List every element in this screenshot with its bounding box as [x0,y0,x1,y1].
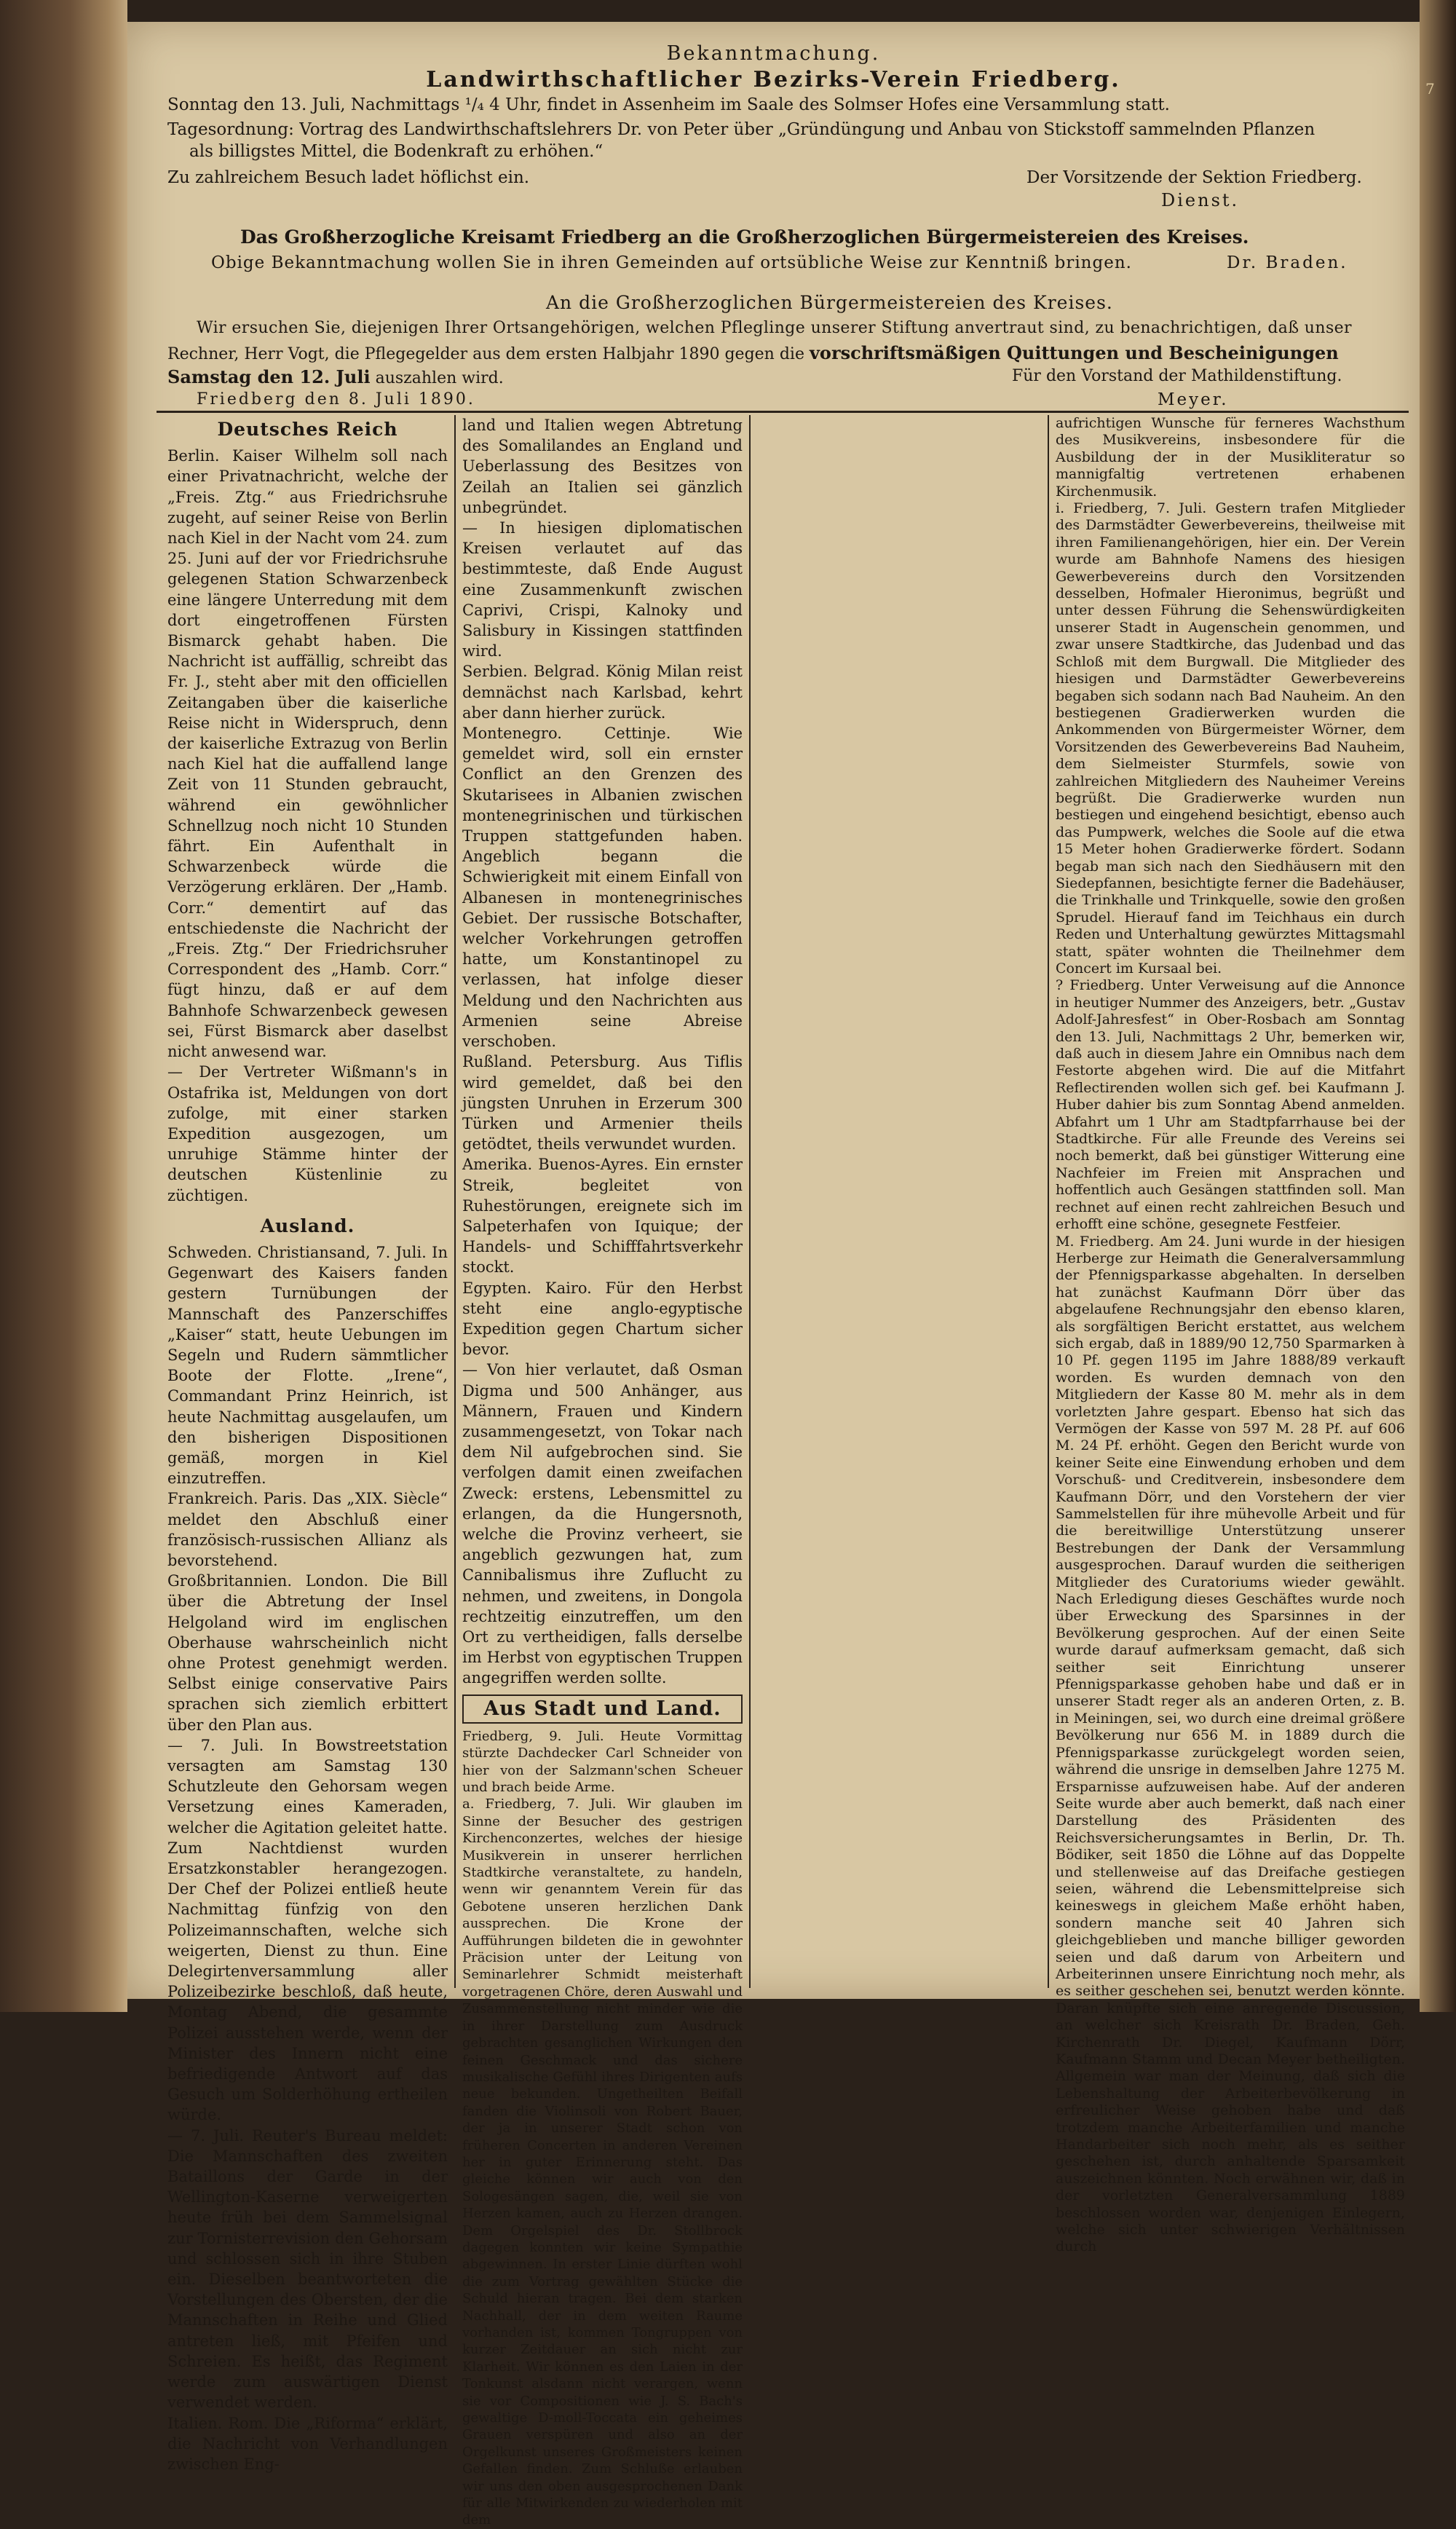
article-kirchenconzert: a. Friedberg, 7. Juli. Wir glauben im Sinne der Besucher des gestrigen Kirchenconzertes, welches der hiesige Musikverein in unserer herrlichen Stadtkirche veranstaltete, zu handeln, wenn wir genanntem Verein für das Gebotene unseren herzlichen Dank aussprechen. Die Krone der Aufführungen bildeten die in gewohnter Präcision unter der Leitung von Seminarlehrer Schmidt meisterhaft vorgetragenen Chöre, deren Auswahl und Zusammenstellung nicht minder wie die in ihrer Darstellung zum Ausdruck gebrachten gesanglichen Wirkungen den feinen Geschmack und das sichere musikalische Gefühl ihres Dirigenten aufs neue bekunden. Ungetheilten Beifall fanden die Violinsoli von Robert Bauer, der ja in unserer Stadt schon von früheren Concerten in anderen Vereinen her in guter Erinnerung steht. Das gleiche können wir auch von den Sologesängen sagen, die, weil sie von Herzen kamen, auch zu Herzen drangen. Dem Orgelspiel des Dr. Stollbrock dagegen konnten wir keine Sympathie abgewinnen. In erster Linie dürften wohl die zum Vortrag gewählten Stücke die Schuld hieran tragen. Bei dem starken Nachhall, der in dem weiten Raume vorhanden ist, kommen Tongruppen von kurzer Zeitdauer an sich nicht zur Klarheit. Wir können es den Laien in der Tonkunst alsdann nicht verargen, wenn sie vor Compositionen wie J. S. Bach's gewaltige D-moll-Toccata ein geheimes Grauen verspüren und also an der Orgelkunst unseres Großmeisters keinen Gefallen finden. Zum Schluße erlauben wir uns den oben ausgesprochenen Dank für alle Mitwirkenden zu wiederholen mit dem [462,1796,743,2528]
article-italien: Italien. Rom. Die „Riforma“ erklärt, die Nachricht von Verhandlungen zwischen Eng- [167,2414,448,2473]
column-divider-1 [454,415,456,1988]
article-gustav-adolf-fest: ? Friedberg. Unter Verweisung auf die Annonce in heutiger Nummer des Anzeigers, betr. „Gustav Adolf-Jahresfest“ in Ober-Rosbach am Sonntag den 13. Juli, Nachmittags 2 Uhr, bemerken wir, daß auch in diesem Jahre ein Omnibus nach dem Festorte abgehen wird. Die auf die Mitfahrt Reflectirenden wollen sich gef. bei Kaufmann J. Huber dahier bis zum Sonntag Abend anmelden. Abfahrt um 1 Uhr am Stadtpfarrhause bei der Stadtkirche. Für alle Freunde des Vereins sei noch bemerkt, daß bei günstiger Witterung eine Nachfeier im Freien mit Ansprachen und hoffentlich auch Gesängen stattfinden soll. Man rechnet auf einen recht zahlreichen Besuch und erhofft eine schöne, gesegnete Festfeier. [1056,977,1405,1233]
page-edge-right [1420,0,1456,2012]
notice-line-4: Zu zahlreichem Besuch ladet höflichst ein. [167,168,530,187]
notice-signature-title: Der Vorsitzende der Sektion Friedberg. [1026,168,1362,187]
article-serbien: Serbien. Belgrad. König Milan reist demnächst nach Karlsbad, kehrt aber dann hierher zurück. [462,663,743,722]
stiftung-signature-name: Meyer. [1158,390,1229,409]
notice-title: Bekanntmachung. [666,42,881,65]
article-gewerbeverein: i. Friedberg, 7. Juli. Gestern trafen Mitglieder des Darmstädter Gewerbevereins, theilweise mit ihren Familienangehörigen, hier ein. Der Verein wurde am Bahnhofe Namens des hiesigen Gewerbevereins durch den Vorsitzenden desselben, Hofmaler Hieronimus, begrüßt und unter dessen Führung die Sehenswürdigkeiten unserer Stadt in Augenschein genommen, und zwar unsere Stadtkirche, das Judenbad und das Schloß mit dem Burgwall. Die Mitglieder des hiesigen und Darmstädter Gewerbevereins begaben sich sodann nach Bad Nauheim. An den bestiegenen Gradierwerken wurden die Ankommenden von Bürgermeister Wörner, dem Vorsitzenden des Gewerbevereins Bad Nauheim, dem Sielmeister Sturmfels, sowie von zahlreichen Mitgliedern des Nauheimer Vereins begrüßt. Die Gradierwerke wurden nun bestiegen und eingehend besichtigt, ebenso auch das Pumpwerk, welches die Soole auf die etwa 15 Meter hohen Gradierwerke fördert. Sodann begab man sich nach den Siedhäusern mit den Siedepfannen, besichtigte ferner die Badehäuser, die Trinkhalle und Trinkquelle, sowie den großen Sprudel. Hierauf fand im Teichhaus ein durch Reden und Unterhaltung gewürztes Mittagsmahl statt, später wohnten die Theilnehmer dem Concert im Kursaal bei. [1056,500,1405,977]
stiftung-line-1: Wir ersuchen Sie, diejenigen Ihrer Ortsangehörigen, welchen Pfleglinge unserer Stiftung anvertraut sind, zu benachrichtigen, daß unser [197,319,1352,337]
article-wissmann: — Der Vertreter Wißmann's in Ostafrika ist, Meldungen von dort zufolge, mit einer starken Expedition ausgezogen, um unruhige Stämme hinter der deutschen Küstenlinie zu züchtigen. [167,1063,448,1204]
article-london-polizei: — 7. Juli. In Bowstreetstation versagten am Samstag 130 Schutzleute den Gehorsam wegen Versetzung eines Kameraden, welcher die Agitation geleitet hatte. Zum Nachtdienst wurden Ersatzkonstabler herangezogen. Der Chef der Polizei entließ heute Nachmittag fünfzig von den Polizeimannschaften, welche sich weigerten, Dienst zu thun. Eine Delegirtenversammlung aller Polizeibezirke beschloß, daß heute, Montag Abend, die gesammte Polizei ausstehen werde, wenn der Minister des Innern nicht eine befriedigende Antwort auf das Gesuch um Solderhöhung ertheilen würde. [167,1736,448,2124]
column-divider-3 [1048,415,1049,1988]
section-heading-stadt-und-land: Aus Stadt und Land. [462,1694,743,1724]
notice-line-2: Tagesordnung: Vortrag des Landwirthschaftslehrers Dr. von Peter über „Gründüngung und Anbau von Stickstoff sammelnden Pflanzen [167,120,1315,139]
article-diplomatie: — In hiesigen diplomatischen Kreisen verlautet auf das bestimmteste, daß Ende August eine Zusammenkunft zwischen Caprivi, Crispi, Kalnoky und Salisbury in Kissingen stattfinden wird. [462,519,743,660]
column-2 [462,415,743,2529]
kreisamt-heading: Das Großherzogliche Kreisamt Friedberg an die Großherzoglichen Bürgermeistereien des Kreises. [240,226,1249,248]
article-amerika: Amerika. Buenos-Ayres. Ein ernster Streik, begleitet von Ruhestörungen, ereignete sich im Salpeterhafen von Iquique; der Handels- und Schifffahrtsverkehr stockt. [462,1156,743,1277]
article-reuter-garde: — 7. Juli. Reuter's Bureau meldet: Die Mannschaften des zweiten Bataillons der Garde in der Wellington-Kaserne verweigerten heute früh bei dem Sammelsignal zur Tornisterrevision den Gehorsam und schlossen sich in ihre Stuben ein. Dieselben beantworteten die Vorstellungen des Obersten, der die Mannschaften in Reihe und Glied antreten ließ, mit Pfeifen und Schreien. Es heißt, das Regiment werde zum auswärtigen Dienst verwendet werden. [167,2126,448,2412]
stiftung-heading: An die Großherzoglichen Bürgermeistereien des Kreises. [546,292,1113,313]
notice-signature-name: Dienst. [1161,190,1240,210]
article-musikverein-cont: aufrichtigen Wunsche für ferneres Wachsthum des Musikvereins, insbesondere für die Ausbildung der in der Musikliteratur so mannigfaltig vertretenen erhabenen Kirchenmusik. [1056,415,1405,500]
column-3 [1056,415,1405,2256]
book-gutter [0,0,127,2012]
article-egypten: Egypten. Kairo. Für den Herbst steht eine anglo-egyptische Expedition gegen Chartum sicher bevor. [462,1279,743,1359]
article-osman-digma: — Von hier verlautet, daß Osman Digma und 500 Anhänger, aus Männern, Frauen und Kindern zusammengesetzt, von Tokar nach dem Nil aufgebrochen sind. Sie verfolgen damit einen zweifachen Zweck: erstens, Lebensmittel zu erlangen, da die Hungersnoth, welche die Provinz verheert, sie angeblich gezwungen hat, zum Cannibalismus ihre Zuflucht zu nehmen, und zweitens, in Dongola rechtzeitig einzutreffen, um den Ort zu vertheidigen, falls derselbe im Herbst von egyptischen Truppen angegriffen werden sollte. [462,1361,743,1687]
stiftung-date: Friedberg den 8. Juli 1890. [197,390,475,409]
stiftung-line-3: Samstag den 12. Juli auszahlen wird. [167,366,504,387]
column-1 [167,415,448,2474]
notice-line-1: Sonntag den 13. Juli, Nachmittags ¹/₄ 4 Uhr, findet in Assenheim im Saale des Solmser Hofes eine Versammlung statt. [167,95,1170,114]
article-dachdecker: Friedberg, 9. Juli. Heute Vormittag stürzte Dachdecker Carl Schneider von hier von der Salzmann'schen Scheuer und brach beide Arme. [462,1728,743,1796]
section-heading-ausland: Ausland. [260,1215,355,1236]
header-rule [157,411,1409,413]
article-schweden: Schweden. Christiansand, 7. Juli. In Gegenwart des Kaisers fanden gestern Turnübungen der Mannschaft des Panzerschiffes „Kaiser“ statt, heute Uebungen im Segeln und Rudern sämmtlicher Boote der Flotte. „Irene“, Commandant Prinz Heinrich, ist heute Nachmittag ausgelaufen, um den bisherigen Dispositionen gemäß, morgen in Kiel einzutreffen. [167,1243,448,1488]
article-russland: Rußland. Petersburg. Aus Tiflis wird gemeldet, daß bei den jüngsten Unruhen in Erzerum 300 Türken und Armenier theils getödtet, theils verwundet wurden. [462,1053,743,1153]
kreisamt-signature: Dr. Braden. [1227,253,1348,272]
stiftung-signature-title: Für den Vorstand der Mathildenstiftung. [1012,367,1342,385]
newspaper-page [127,22,1420,2528]
article-grossbritannien: Großbritannien. London. Die Bill über die Abtretung der Insel Helgoland wird im englischen Oberhause wahrscheinlich nicht ohne Protest genehmigt werden. Selbst einige conservative Pairs sprachen sich ziemlich erbittert über den Plan aus. [167,1572,448,1734]
stiftung-line-2: Rechner, Herr Vogt, die Pflegegelder aus dem ersten Halbjahr 1890 gegen die vorschriftsmäßigen Quittungen und Bescheinigungen [167,342,1339,363]
article-montenegro: Montenegro. Cettinje. Wie gemeldet wird, soll ein ernster Conflict an den Grenzen des Skutarisees in Albanien zwischen montenegrinischen und türkischen Truppen stattgefunden haben. Angeblich begann die Schwierigkeit mit einem Einfall von Albanesen in montenegrinisches Gebiet. Der russische Botschafter, welcher Vorkehrungen getroffen hatte, um Konstantinopel zu verlassen, hat infolge dieser Meldung und den Nachrichten aus Armenien seine Abreise verschoben. [462,725,743,1051]
column-divider-2 [749,415,751,1988]
section-heading-deutsches-reich: Deutsches Reich [217,419,398,440]
article-pfennigsparkasse: M. Friedberg. Am 24. Juni wurde in der hiesigen Herberge zur Heimath die Generalversammlung der Pfennigsparkasse abgehalten. In derselben hat zunächst Kaufmann Dörr über das abgelaufene Rechnungsjahr den ebenso klaren, als sorgfältigen Bericht erstattet, aus welchem sich ergab, daß in 1889/90 12,750 Sparmarken à 10 Pf. gegen 1195 im Jahre 1888/89 verkauft worden. Es wurden demnach von den Mitgliedern der Kasse 80 M. mehr als in dem vorletzten Jahre gespart. Ebenso hat sich das Vermögen der Kasse von 597 M. 28 Pf. auf 606 M. 24 Pf. erhöht. Gegen den Bericht wurde von keiner Seite eine Einwendung erhoben und dem Vorschuß- und Creditverein, insbesondere dem Kaufmann Dörr, und den Vorstehern der vier Sammelstellen für ihre mühevolle Arbeit und für die bereitwillige Unterstützung unserer Bestrebungen der Dank der Versammlung ausgesprochen. Darauf wurden die seitherigen Mitglieder des Curatoriums wieder gewählt. Nach Erledigung dieses Geschäftes wurde noch über Erweckung des Sparsinnes in der Bevölkerung gesprochen. Auf der einen Seite wurde darauf aufmerksam gemacht, daß sich seither seit Einrichtung unserer Pfennigsparkasse gehoben habe und daß er in unserer Stadt reger als an anderen Orten, z. B. in Meiningen, sei, wo durch eine dreimal größere Bevölkerung nur 656 M. in 1889 durch die Pfennigsparkasse zurückgelegt worden seien, während die unsrige in demselben Jahre 1275 M. Ersparnisse aufzuweisen habe. Auf der anderen Seite wurde aber auch bemerkt, daß nach einer Darstellung des Präsidenten des Reichsversicherungsamtes in Berlin, Dr. Th. Bödiker, seit 1850 die Löhne auf das Doppelte und stellenweise auf das Dreifache gestiegen seien, während die Lebensmittelpreise sich keineswegs in gleichem Maße erhöht haben, sondern manche seit 40 Jahren sich gleichgeblieben und manche billiger geworden seien und daß darum von Arbeitern und Arbeiterinnen unsere Einrichtung noch mehr, als es seither geschehen sei, benutzt werden könnte. Daran knüpfte sich eine anregende Discussion, an welcher sich Kreisrath Dr. Braden, Geh. Kirchenrath Dr. Diegel, Kaufmann Dörr, Kaufmann Stamm und Decan Meyer betheiligten. Allgemein war man der Meinung, daß sich die Lebenshaltung der Arbeiterbevölkerung in erfreulicher Weise gehoben habe und daß trotzdem manche Arbeiterfamilien und manche Handarbeiter sich noch mehr, als es seither geschehen ist, durch anhaltende Sparsamkeit auszeichnen könnten. Noch erwähnen wir, daß in der vorletzten Generalversammlung 1889 beschlossen worden war, denjenigen Einlegern, welche sich unter schwierigen Verhältnissen durch [1056,1233,1405,2255]
margin-page-mark: 7 [1425,80,1435,98]
kreisamt-body: Obige Bekanntmachung wollen Sie in ihren Gemeinden auf ortsübliche Weise zur Kenntniß bringen. [211,253,1132,272]
notice-org: Landwirthschaftlicher Bezirks-Verein Friedberg. [426,67,1121,92]
notice-line-3: als billigstes Mittel, die Bodenkraft zu erhöhen.“ [189,142,604,161]
article-berlin: Berlin. Kaiser Wilhelm soll nach einer Privatnachricht, welche der „Freis. Ztg.“ aus Friedrichsruhe zugeht, auf seiner Reise von Berlin nach Kiel in der Nacht vom 24. zum 25. Juni auf der vor Friedrichsruhe gelegenen Station Schwarzenbeck eine längere Unterredung mit dem dort eingetroffenen Fürsten Bismarck gehabt haben. Die Nachricht ist auffällig, schreibt das Fr. J., steht aber mit den officiellen Zeitangaben über die kaiserliche Reise nicht in Widerspruch, denn der kaiserliche Extrazug von Berlin nach Kiel hat die auffallend lange Zeit von 11 Stunden gebraucht, während ein gewöhnlicher Schnellzug noch nicht 10 Stunden fährt. Ein Aufenthalt in Schwarzenbeck würde die Verzögerung erklären. Der „Hamb. Corr.“ dementirt auf das entschiedenste die Nachricht der „Freis. Ztg.“ Der Friedrichsruher Correspondent des „Hamb. Corr.“ fügt hinzu, daß er auf dem Bahnhofe Schwarzenbeck gewesen sei, Fürst Bismarck aber daselbst nicht anwesend war. [167,447,448,1061]
article-italien-cont: land und Italien wegen Abtretung des Somalilandes an England und Ueberlassung des Besitzes von Zeilah an Italien sei gänzlich unbegründet. [462,417,743,516]
article-frankreich: Frankreich. Paris. Das „XIX. Siècle“ meldet den Abschluß einer französisch-russischen Allianz als bevorstehend. [167,1490,448,1569]
